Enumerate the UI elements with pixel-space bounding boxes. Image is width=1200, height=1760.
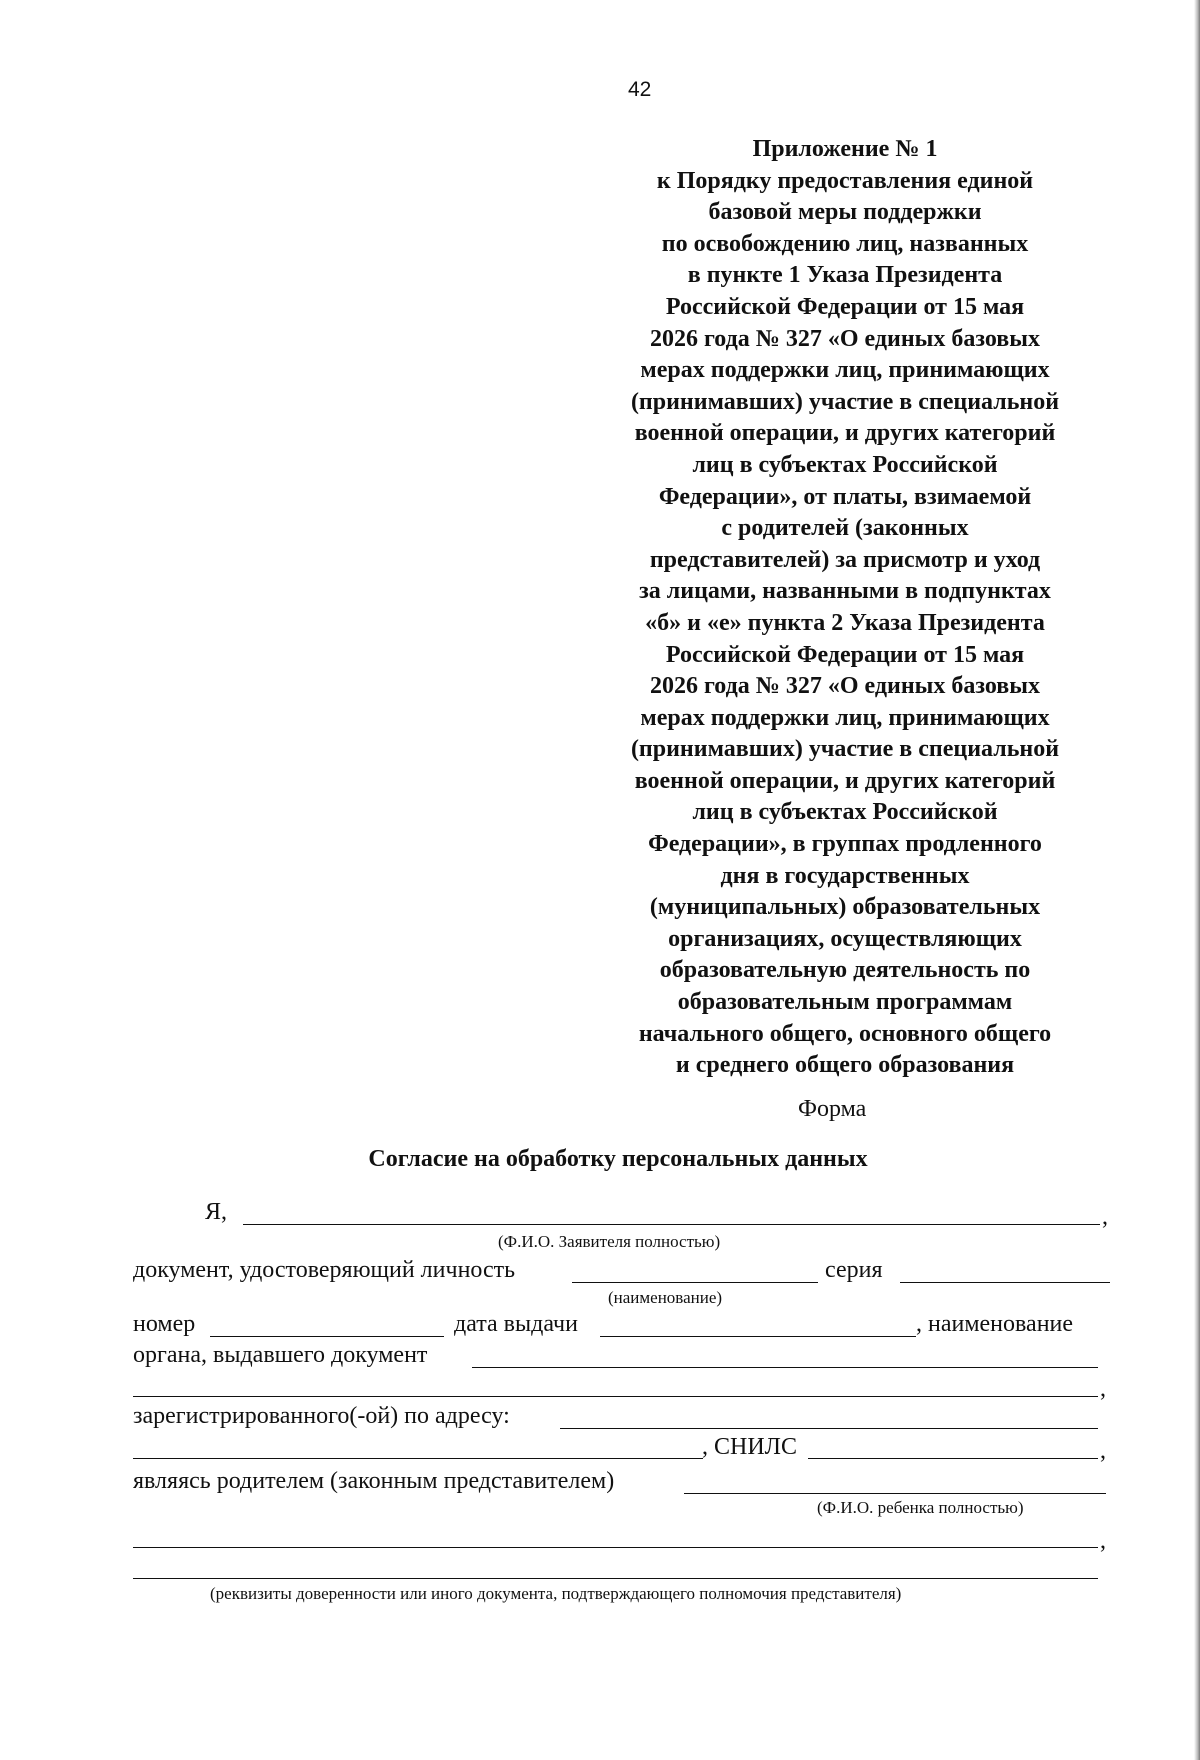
scan-edge bbox=[1194, 0, 1200, 1760]
appendix-line: (принимавших) участие в специальной bbox=[630, 388, 1060, 415]
appendix-line: образовательным программам bbox=[677, 989, 1013, 1016]
document-title: Согласие на обработку персональных данных bbox=[368, 1146, 868, 1172]
appendix-line: (принимавших) участие в специальной bbox=[630, 736, 1060, 763]
parent-label: являясь родителем (законным представителем) bbox=[133, 1468, 615, 1494]
appendix-line: Российской Федерации от 15 мая bbox=[665, 641, 1025, 668]
appendix-line: 2026 года № 327 «О единых базовых bbox=[649, 325, 1040, 352]
appendix-line: военной операции, и других категорий bbox=[634, 767, 1056, 794]
appendix-line: мерах поддержки лиц, принимающих bbox=[640, 357, 1050, 384]
appendix-line: дня в государственных bbox=[720, 862, 970, 889]
page-number: 42 bbox=[628, 78, 652, 101]
series-label: серия bbox=[825, 1257, 883, 1283]
comma: , bbox=[1100, 1528, 1106, 1554]
child-fio-caption: (Ф.И.О. ребенка полностью) bbox=[817, 1498, 1024, 1517]
issue-date-field[interactable] bbox=[600, 1336, 916, 1337]
comma: , bbox=[1100, 1438, 1106, 1464]
appendix-line: «б» и «е» пункта 2 Указа Президента bbox=[645, 609, 1045, 636]
id-document-label: документ, удостоверяющий личность bbox=[133, 1257, 516, 1283]
number-field[interactable] bbox=[210, 1336, 444, 1337]
proxy-document-field[interactable] bbox=[133, 1578, 1098, 1579]
child-name-continuation-field[interactable] bbox=[133, 1547, 1098, 1548]
appendix-line: лиц в субъектах Российской bbox=[692, 799, 998, 826]
appendix-line: начального общего, основного общего bbox=[638, 1020, 1052, 1047]
comma: , bbox=[1100, 1376, 1106, 1402]
appendix-line: организациях, осуществляющих bbox=[668, 925, 1022, 952]
appendix-line: (муниципальных) образовательных bbox=[649, 894, 1041, 921]
naming-label: , наименование bbox=[916, 1311, 1074, 1337]
issuing-authority-label: органа, выдавшего документ bbox=[133, 1342, 428, 1368]
id-document-name-field[interactable] bbox=[572, 1282, 818, 1283]
appendix-line: базовой меры поддержки bbox=[708, 199, 982, 226]
number-label: номер bbox=[133, 1311, 196, 1337]
appendix-line: Федерации», в группах продленного bbox=[648, 831, 1042, 858]
name-caption: (наименование) bbox=[608, 1288, 723, 1307]
appendix-line: Федерации», от платы, взимаемой bbox=[658, 483, 1032, 510]
appendix-line: 2026 года № 327 «О единых базовых bbox=[649, 673, 1040, 700]
appendix-line: с родителей (законных bbox=[721, 515, 969, 542]
appendix-line: и среднего общего образования bbox=[675, 1052, 1015, 1079]
series-field[interactable] bbox=[900, 1282, 1110, 1283]
comma: , bbox=[1102, 1204, 1108, 1230]
child-name-field[interactable] bbox=[684, 1493, 1106, 1494]
appendix-line: Приложение № 1 bbox=[752, 136, 938, 162]
appendix-header bbox=[600, 134, 1090, 1082]
issue-date-label: дата выдачи bbox=[454, 1311, 578, 1337]
appendix-line: представителей) за присмотр и уход bbox=[649, 546, 1041, 573]
appendix-line: Российской Федерации от 15 мая bbox=[665, 293, 1025, 320]
address-continuation-field[interactable] bbox=[133, 1458, 703, 1459]
snils-field[interactable] bbox=[808, 1458, 1098, 1459]
appendix-line: лиц в субъектах Российской bbox=[692, 451, 998, 478]
issuing-authority-continuation-field[interactable] bbox=[133, 1396, 1098, 1397]
appendix-line: за лицами, названными в подпунктах bbox=[639, 578, 1051, 605]
snils-label: , СНИЛС bbox=[702, 1434, 797, 1460]
appendix-line: к Порядку предоставления единой bbox=[656, 167, 1034, 194]
proxy-document-caption: (реквизиты доверенности или иного документа, подтверждающего полномочия представителя) bbox=[210, 1584, 902, 1603]
appendix-line: по освобождению лиц, названных bbox=[661, 230, 1029, 257]
appendix-line: образовательную деятельность по bbox=[659, 957, 1031, 984]
registered-address-label: зарегистрированного(-ой) по адресу: bbox=[133, 1403, 510, 1429]
appendix-line: мерах поддержки лиц, принимающих bbox=[640, 704, 1050, 731]
form-label: Форма bbox=[798, 1096, 867, 1122]
applicant-fio-caption: (Ф.И.О. Заявителя полностью) bbox=[498, 1232, 721, 1251]
appendix-line: в пункте 1 Указа Президента bbox=[687, 262, 1003, 289]
appendix-line: военной операции, и других категорий bbox=[634, 420, 1056, 447]
applicant-name-field[interactable] bbox=[243, 1224, 1100, 1225]
registered-address-field[interactable] bbox=[560, 1428, 1098, 1429]
ya-label: Я, bbox=[205, 1199, 228, 1225]
issuing-authority-field[interactable] bbox=[472, 1367, 1098, 1368]
